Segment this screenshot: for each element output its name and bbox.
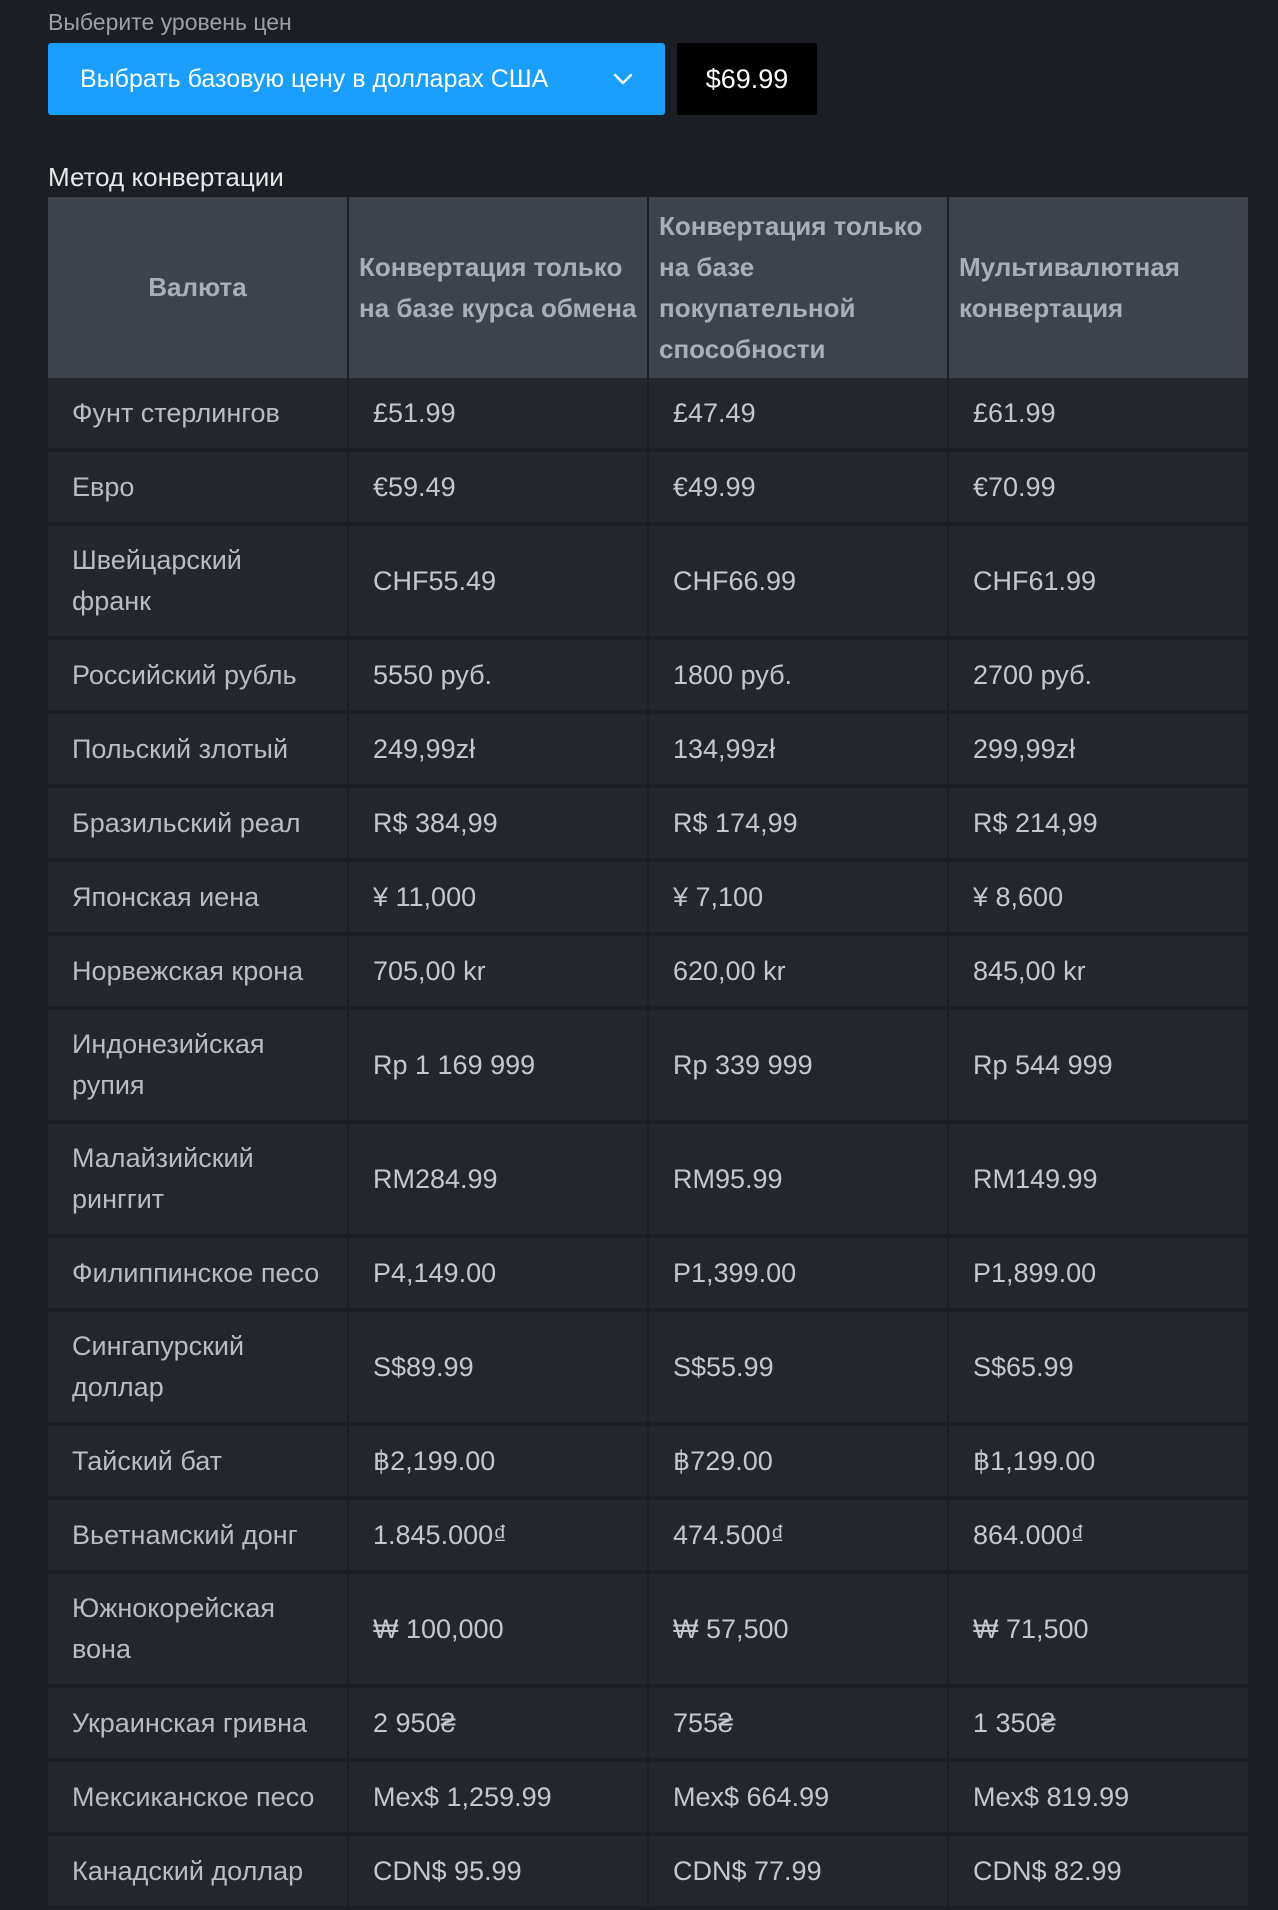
- cell-multi-currency: 1 350₴: [948, 1686, 1248, 1760]
- base-price-dropdown[interactable]: [48, 43, 665, 115]
- table-row: [48, 1834, 1248, 1908]
- cell-currency: Южнокорейская вона: [48, 1572, 348, 1686]
- cell-multi-currency: S$65.99: [948, 1310, 1248, 1424]
- cell-exchange-rate: CDN$ 95.99: [348, 1834, 648, 1908]
- cell-currency: Польский злотый: [48, 712, 348, 786]
- cell-currency: Японская иена: [48, 860, 348, 934]
- cell-currency: Бразильский реал: [48, 786, 348, 860]
- cell-currency: Индонезийская рупия: [48, 1008, 348, 1122]
- cell-multi-currency: P1,899.00: [948, 1236, 1248, 1310]
- cell-currency: Мексиканское песо: [48, 1760, 348, 1834]
- cell-currency: Евро: [48, 450, 348, 524]
- table-row: [48, 1008, 1248, 1122]
- header-multi-currency: Мультивалютная конвертация: [948, 197, 1248, 378]
- cell-exchange-rate: Rp 1 169 999: [348, 1008, 648, 1122]
- table-row: [48, 786, 1248, 860]
- cell-exchange-rate: RM284.99: [348, 1122, 648, 1236]
- table-row: [48, 712, 1248, 786]
- table-header-row: [48, 197, 1248, 378]
- cell-multi-currency: £61.99: [948, 378, 1248, 450]
- cell-currency: Тайский бат: [48, 1424, 348, 1498]
- cell-multi-currency: CDN$ 82.99: [948, 1834, 1248, 1908]
- table-row: [48, 934, 1248, 1008]
- cell-exchange-rate: 705,00 kr: [348, 934, 648, 1008]
- cell-currency: Российский рубль: [48, 638, 348, 712]
- cell-exchange-rate: ₩ 100,000: [348, 1572, 648, 1686]
- cell-purchasing-power: €49.99: [648, 450, 948, 524]
- cell-multi-currency: 299,99zł: [948, 712, 1248, 786]
- cell-purchasing-power: P1,399.00: [648, 1236, 948, 1310]
- cell-purchasing-power: ¥ 7,100: [648, 860, 948, 934]
- table-row: [48, 1122, 1248, 1236]
- cell-multi-currency: ₩ 71,500: [948, 1572, 1248, 1686]
- cell-purchasing-power: 1800 руб.: [648, 638, 948, 712]
- cell-purchasing-power: £47.49: [648, 378, 948, 450]
- cell-exchange-rate: 249,99zł: [348, 712, 648, 786]
- cell-multi-currency: R$ 214,99: [948, 786, 1248, 860]
- cell-purchasing-power: 755₴: [648, 1686, 948, 1760]
- cell-multi-currency: ฿1,199.00: [948, 1424, 1248, 1498]
- price-tier-label: Выберите уровень цен: [48, 9, 292, 35]
- cell-multi-currency: 845,00 kr: [948, 934, 1248, 1008]
- cell-exchange-rate: R$ 384,99: [348, 786, 648, 860]
- cell-multi-currency: Rp 544 999: [948, 1008, 1248, 1122]
- cell-purchasing-power: 620,00 kr: [648, 934, 948, 1008]
- table-row: [48, 1236, 1248, 1310]
- cell-purchasing-power: RM95.99: [648, 1122, 948, 1236]
- cell-exchange-rate: 1.845.000₫: [348, 1498, 648, 1572]
- header-currency: Валюта: [48, 197, 348, 378]
- table-row: [48, 1424, 1248, 1498]
- cell-purchasing-power: Mex$ 664.99: [648, 1760, 948, 1834]
- cell-purchasing-power: 134,99zł: [648, 712, 948, 786]
- selected-price-display: $69.99: [677, 43, 817, 115]
- cell-currency: Вьетнамский донг: [48, 1498, 348, 1572]
- cell-purchasing-power: 474.500₫: [648, 1498, 948, 1572]
- cell-currency: Филиппинское песо: [48, 1236, 348, 1310]
- cell-purchasing-power: ₩ 57,500: [648, 1572, 948, 1686]
- cell-currency: Фунт стерлингов: [48, 378, 348, 450]
- chevron-down-icon: [613, 73, 633, 85]
- cell-purchasing-power: CDN$ 77.99: [648, 1834, 948, 1908]
- cell-exchange-rate: P4,149.00: [348, 1236, 648, 1310]
- cell-multi-currency: RM149.99: [948, 1122, 1248, 1236]
- table-row: [48, 450, 1248, 524]
- cell-exchange-rate: ¥ 11,000: [348, 860, 648, 934]
- cell-multi-currency: 2700 руб.: [948, 638, 1248, 712]
- cell-purchasing-power: ฿729.00: [648, 1424, 948, 1498]
- cell-multi-currency: 864.000₫: [948, 1498, 1248, 1572]
- header-exchange-rate: Конвертация только на базе курса обмена: [348, 197, 648, 378]
- cell-currency: Малайзийский ринггит: [48, 1122, 348, 1236]
- cell-multi-currency: Mex$ 819.99: [948, 1760, 1248, 1834]
- cell-currency: Норвежская крона: [48, 934, 348, 1008]
- table-row: [48, 860, 1248, 934]
- table-row: [48, 1572, 1248, 1686]
- cell-purchasing-power: R$ 174,99: [648, 786, 948, 860]
- table-row: [48, 1760, 1248, 1834]
- cell-exchange-rate: £51.99: [348, 378, 648, 450]
- cell-multi-currency: €70.99: [948, 450, 1248, 524]
- cell-currency: Швейцарский франк: [48, 524, 348, 638]
- cell-exchange-rate: Mex$ 1,259.99: [348, 1760, 648, 1834]
- price-tier-row: [48, 43, 817, 115]
- conversion-table: [48, 197, 1248, 1910]
- table-row: [48, 1310, 1248, 1424]
- cell-purchasing-power: S$55.99: [648, 1310, 948, 1424]
- cell-exchange-rate: 5550 руб.: [348, 638, 648, 712]
- cell-exchange-rate: CHF55.49: [348, 524, 648, 638]
- cell-purchasing-power: Rp 339 999: [648, 1008, 948, 1122]
- cell-multi-currency: CHF61.99: [948, 524, 1248, 638]
- cell-purchasing-power: CHF66.99: [648, 524, 948, 638]
- cell-currency: Украинская гривна: [48, 1686, 348, 1760]
- cell-exchange-rate: 2 950₴: [348, 1686, 648, 1760]
- table-row: [48, 1686, 1248, 1760]
- table-row: [48, 524, 1248, 638]
- cell-exchange-rate: €59.49: [348, 450, 648, 524]
- header-purchasing-power: Конвертация только на базе покупательной способности: [648, 197, 948, 378]
- table-row: [48, 378, 1248, 450]
- table-row: [48, 1498, 1248, 1572]
- cell-currency: Сингапурский доллар: [48, 1310, 348, 1424]
- cell-exchange-rate: ฿2,199.00: [348, 1424, 648, 1498]
- conversion-method-label: Метод конвертации: [48, 162, 284, 192]
- cell-currency: Канадский доллар: [48, 1834, 348, 1908]
- dropdown-label: Выбрать базовую цену в долларах США: [80, 64, 549, 93]
- table-row: [48, 638, 1248, 712]
- cell-multi-currency: ¥ 8,600: [948, 860, 1248, 934]
- cell-exchange-rate: S$89.99: [348, 1310, 648, 1424]
